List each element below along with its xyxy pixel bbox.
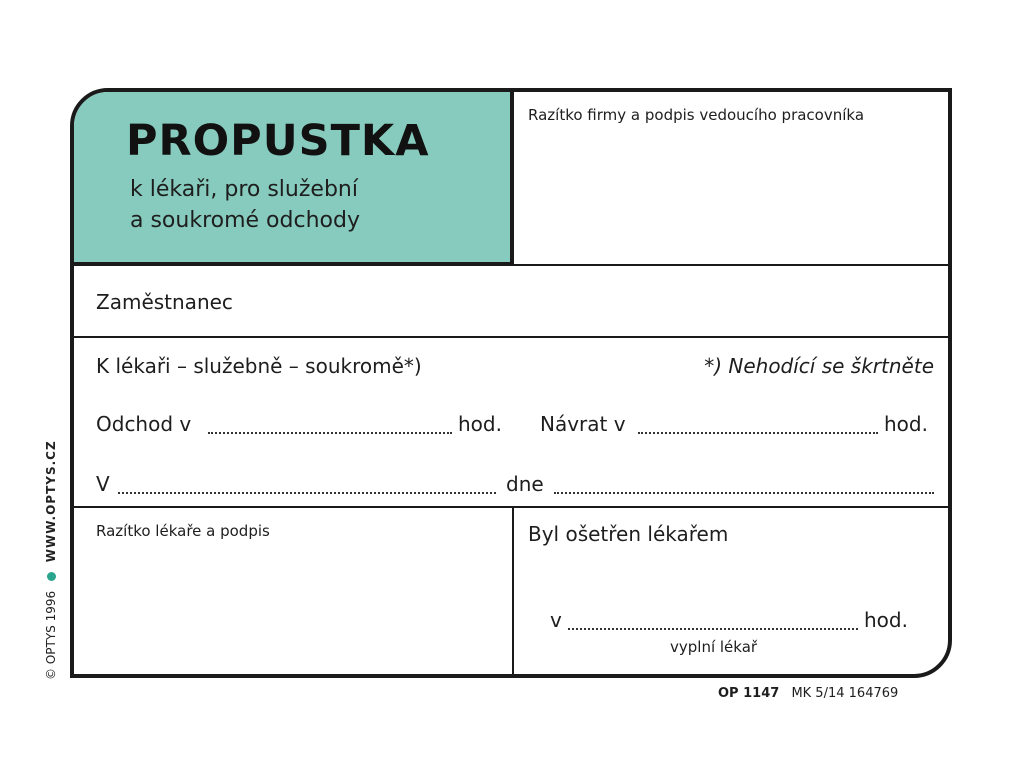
side-credit — [44, 440, 58, 680]
place-label: V — [96, 472, 110, 496]
form-title: PROPUSTKA — [126, 116, 430, 166]
purpose-options[interactable]: K lékaři – služebně – soukromě*) — [96, 354, 422, 378]
departure-label: Odchod v — [96, 412, 192, 436]
permit-form — [70, 88, 952, 678]
treated-label: Byl ošetřen lékařem — [528, 522, 729, 546]
departure-time-field[interactable] — [208, 432, 452, 434]
website-text: WWW.OPTYS.CZ — [44, 440, 58, 563]
return-label: Návrat v — [540, 412, 626, 436]
divider-2 — [74, 336, 952, 338]
subtitle-line-2: a soukromé odchody — [130, 208, 360, 233]
place-field[interactable] — [118, 492, 496, 494]
departure-unit: hod. — [458, 412, 502, 436]
company-stamp-label: Razítko firmy a podpis vedoucího pracovníka — [528, 106, 865, 124]
form-number: 164769 — [848, 686, 899, 701]
divider-1 — [74, 264, 952, 266]
form-subtitle — [130, 174, 490, 236]
doctor-fill-note: vyplní lékař — [670, 638, 758, 656]
divider-bottom-vertical — [512, 506, 514, 678]
form-code — [718, 686, 898, 701]
return-unit: hod. — [884, 412, 928, 436]
treated-unit: hod. — [864, 608, 908, 632]
date-field[interactable] — [554, 492, 934, 494]
form-code-id: OP 1147 — [718, 686, 780, 701]
doctor-stamp-label: Razítko lékaře a podpis — [96, 522, 270, 540]
copyright-text: © OPTYS 1996 — [44, 590, 58, 680]
form-catalog: MK 5/14 — [791, 686, 845, 701]
date-label: dne — [506, 472, 544, 496]
treated-time-label: v — [550, 608, 562, 632]
treated-time-field[interactable] — [568, 628, 858, 630]
subtitle-line-1: k lékaři, pro služební — [130, 177, 358, 202]
bullet-icon — [47, 572, 56, 581]
title-box — [74, 92, 512, 264]
divider-top-vertical — [512, 92, 514, 264]
purpose-note: *) Nehodící se škrtněte — [704, 354, 934, 378]
employee-label: Zaměstnanec — [96, 290, 233, 314]
return-time-field[interactable] — [638, 432, 878, 434]
